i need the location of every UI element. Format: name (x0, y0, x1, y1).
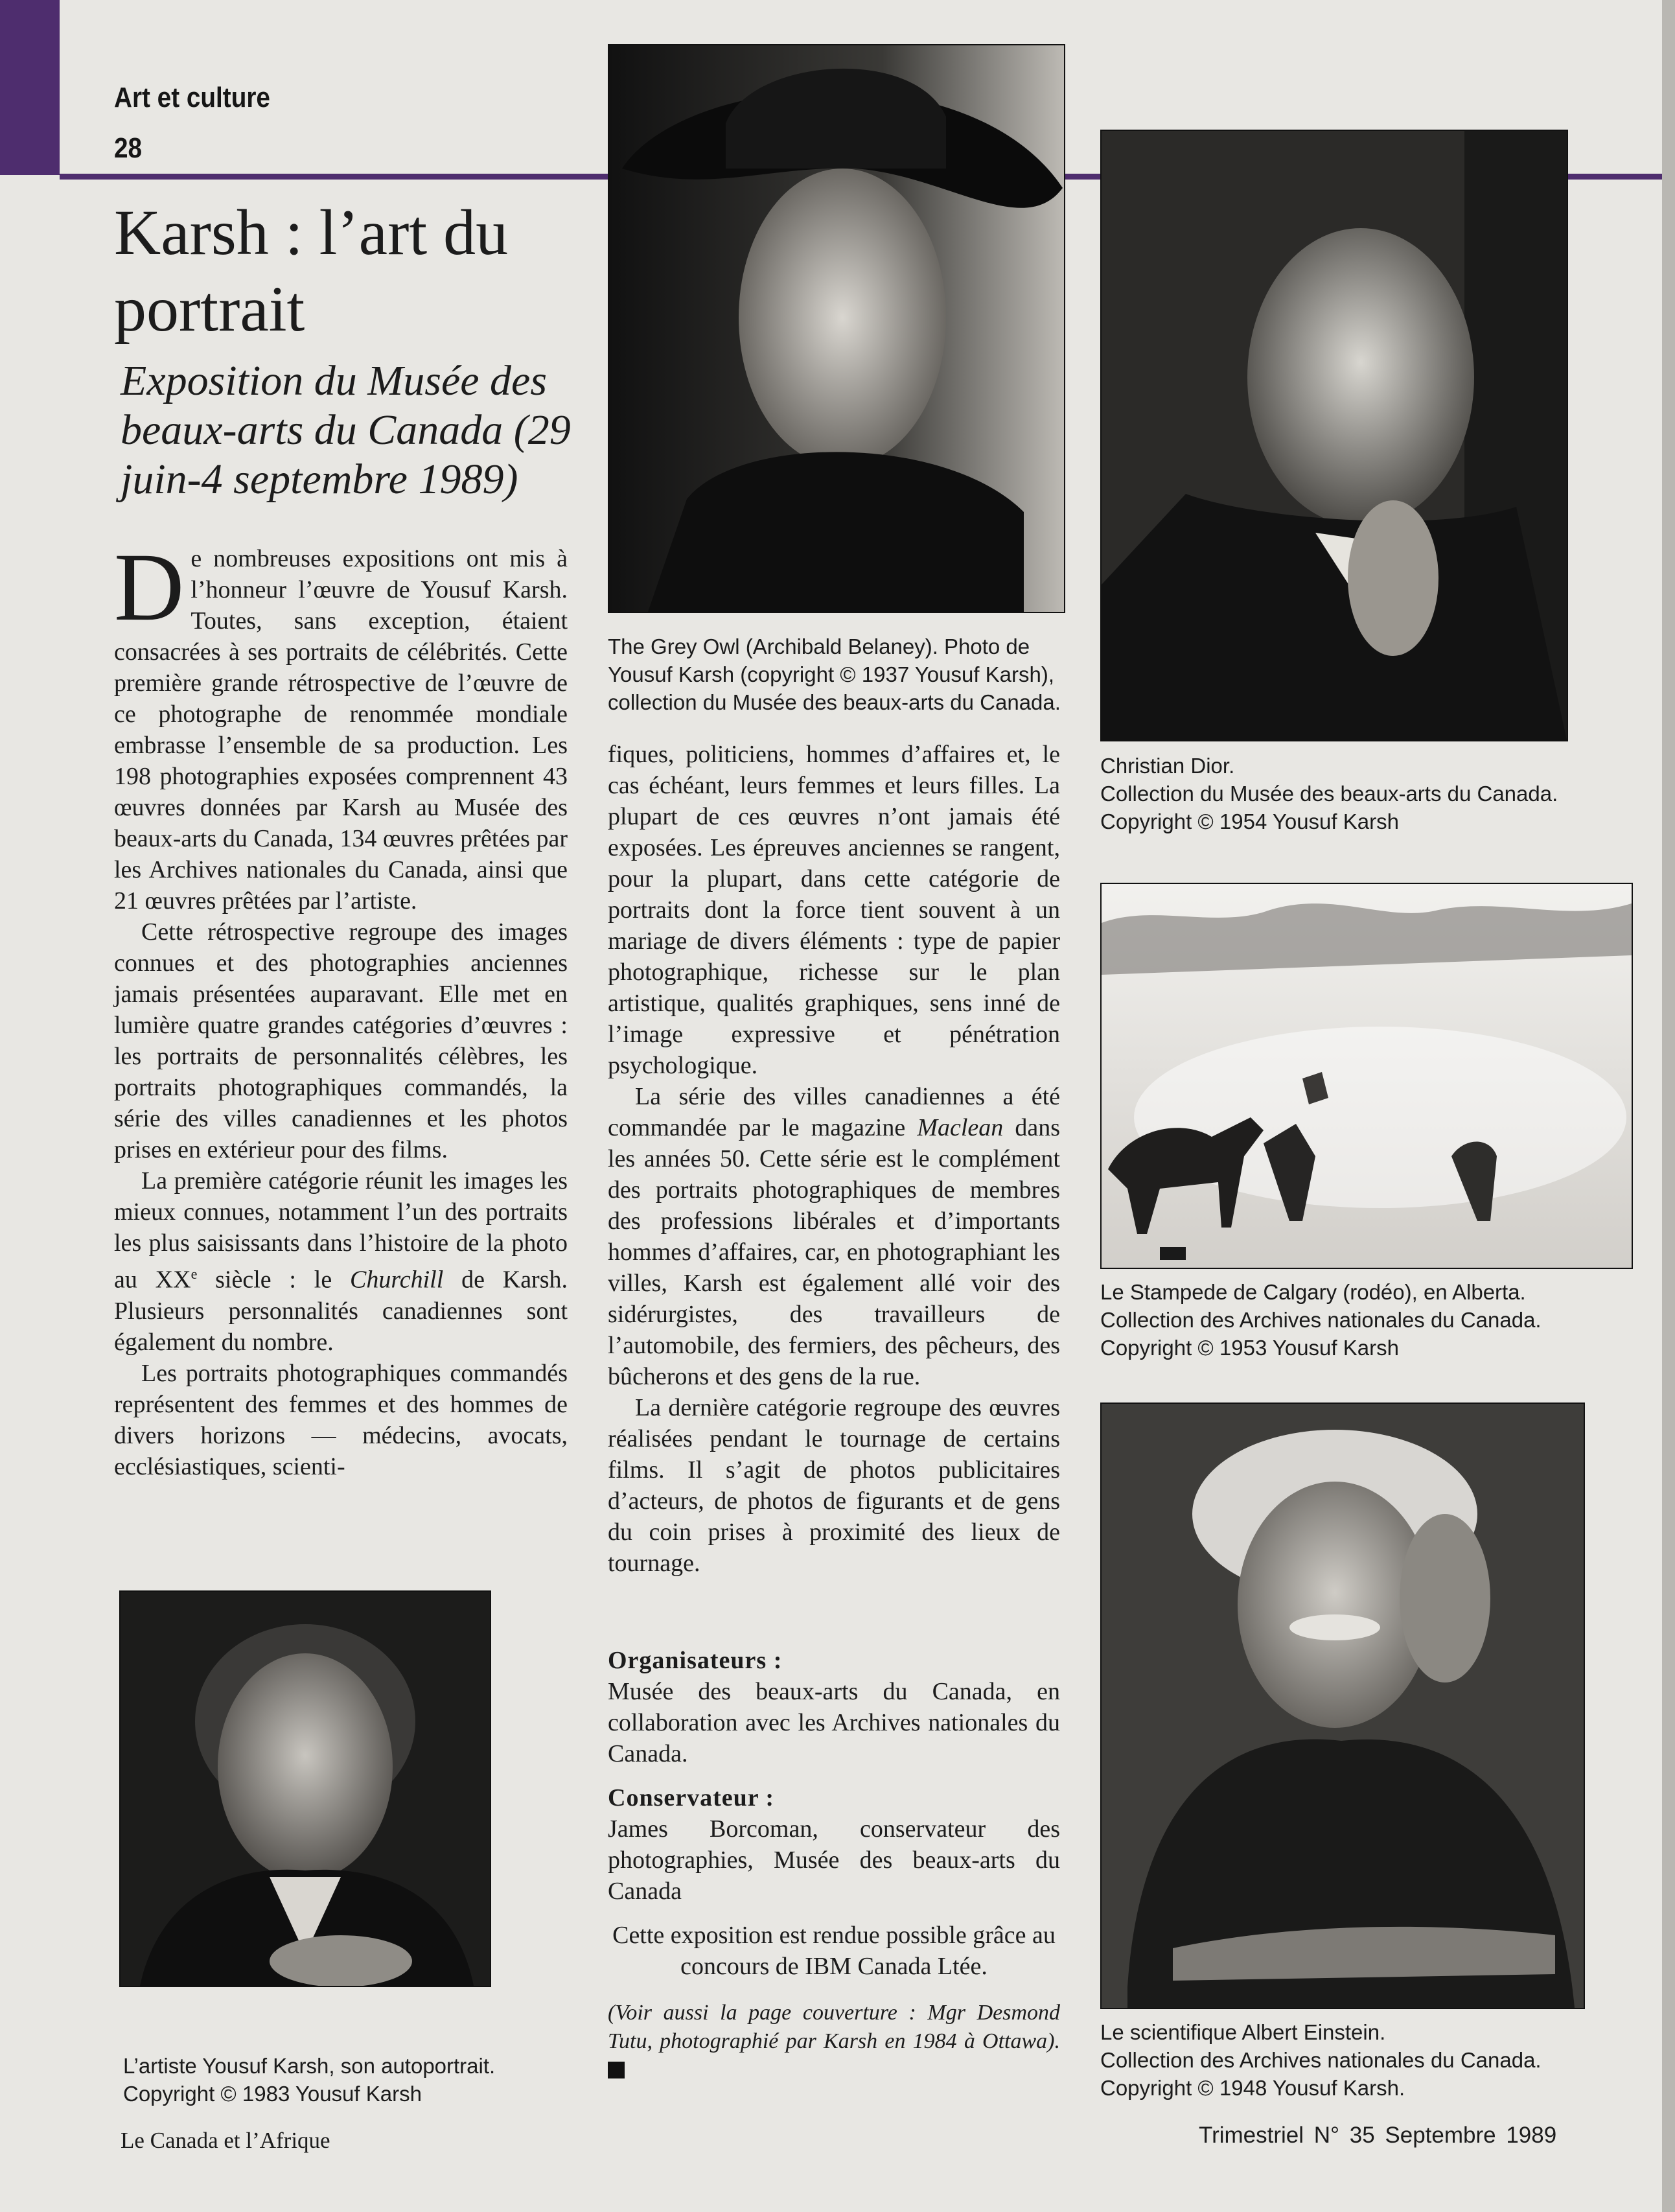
conservateur-text: James Borcoman, conservateur des photographies, Musée des beaux-arts du Canada (608, 1815, 1060, 1905)
section-name: Art et culture (114, 82, 270, 113)
credits-block (608, 1645, 1060, 2084)
footer-publication: Le Canada et l’Afrique (121, 2128, 330, 2153)
article-title: Karsh : l’art du portrait (114, 196, 509, 345)
drop-cap: D (114, 533, 185, 641)
paragraph: Les portraits photographiques commandés représentent des femmes et des hommes de divers horizons — médecins, avocats, ecclésiastiques, scienti- (114, 1359, 568, 1480)
christian-dior-photo (1100, 130, 1568, 741)
christian-dior-caption: Christian Dior. Collection du Musée des beaux-arts du Canada. Copyright © 1954 Yousuf Karsh (1100, 754, 1558, 833)
page-edge (1662, 0, 1675, 2212)
section-header (114, 73, 292, 174)
paragraph: La série des villes canadiennes a été commandée par le magazine Maclean dans les années 50. Cette série est le complément des portraits photographiques de membres des professions libérales et d’importants hommes d’affaires, car, en photographiant les villes, Karsh est également allé voir des sidérurgistes, des travailleurs de l’automobile, des fermiers, des pêcheurs, des bûcherons et des gens de la rue. (608, 1083, 1061, 1390)
header-rule-left (60, 174, 608, 180)
paragraph: fiques, politiciens, hommes d’affaires et, le cas échéant, leurs femmes et leurs filles. La plupart de ces œuvres n’ont jamais été exposées. Les épreuves anciennes se rangent, pour la plupart, dans cette catégorie de portraits dont la force tient souvent à un mariage de divers éléments : type de papier photographique, richesse sur le plan artistique, qualités graphiques, sens inné de l’image expressive et pénétration psychologique. (608, 741, 1060, 1079)
grey-owl-caption: The Grey Owl (Archibald Belaney). Photo de Yousuf Karsh (copyright © 1937 Yousuf Karsh), collection du Musée des beaux-arts du Canada. (608, 634, 1061, 714)
calgary-stampede-caption: Le Stampede de Calgary (rodéo), en Alberta. Collection des Archives nationales du Canada. Copyright © 1953 Yousuf Karsh (1100, 1280, 1542, 1360)
conservateur-label: Conservateur : (608, 1784, 775, 1811)
sponsor-text: Cette exposition est rendue possible grâce au concours de IBM Canada Ltée. (612, 1922, 1056, 1980)
karsh-self-portrait-caption: L’artiste Yousuf Karsh, son autoportrait. Copyright © 1983 Yousuf Karsh (123, 2054, 496, 2106)
article-subtitle: Exposition du Musée des beaux-arts du Canada (29 juin-4 septembre 1989) (121, 357, 571, 503)
organisateurs-label: Organisateurs : (608, 1647, 783, 1674)
albert-einstein-photo (1100, 1403, 1585, 2009)
column-2 (608, 739, 1060, 1579)
paragraph: La première catégorie réunit les images les mieux connues, notamment l’un des portraits les plus saisissants dans l’histoire de la photo au XXe siècle : le Churchill de Karsh. Plusieurs personnalités canadiennes sont également du nombre. (114, 1167, 568, 1356)
end-mark (608, 2062, 625, 2078)
calgary-stampede-photo (1100, 883, 1633, 1269)
header-rule-right (1565, 174, 1662, 180)
section-color-band (0, 0, 60, 175)
karsh-self-portrait-photo (119, 1590, 491, 1987)
intro-paragraph: De nombreuses expositions ont mis à l’honneur l’œuvre de Yousuf Karsh. Toutes, sans exception, étaient consacrées à ses portraits de célébrités. Cette première grande rétrospective de l’œuvre de ce photographe de renommée mondiale embrasse l’ensemble de sa production. Les 198 photographies exposées comprennent 43 œuvres données par Karsh au Musée des beaux-arts du Canada, 134 œuvres prêtées par les Archives nationales du Canada, ainsi que 21 œuvres prêtées par l’artiste. (114, 533, 568, 914)
paragraph: Cette rétrospective regroupe des images connues et des photographies anciennes jamais présentées auparavant. Elle met en lumière quatre grandes catégories d’œuvres : les portraits de personnalités célèbres, les portraits photographiques commandés, la série des villes canadiennes et les photos prises en extérieur pour des films. (114, 918, 568, 1163)
page-number: 28 (114, 132, 143, 164)
organisateurs-text: Musée des beaux-arts du Canada, en collaboration avec les Archives nationales du Canada. (608, 1678, 1060, 1767)
column-1 (114, 533, 568, 1482)
grey-owl-photo (608, 44, 1065, 613)
footer-issue: Trimestriel N° 35 Septembre 1989 (1199, 2123, 1557, 2148)
cover-note: (Voir aussi la page couverture : Mgr Desmond Tutu, photographié par Karsh en 1984 à Ottawa). (608, 1999, 1060, 2084)
header-rule-middle (1063, 174, 1100, 180)
albert-einstein-caption: Le scientifique Albert Einstein. Collection des Archives nationales du Canada. Copyright © 1948 Yousuf Karsh. (1100, 2020, 1542, 2100)
paragraph: La dernière catégorie regroupe des œuvres réalisées pendant le tournage de certains films. Il s’agit de photos publicitaires d’acteurs, de photos de figurants et de gens du coin prises à proximité des lieux de tournage. (608, 1394, 1060, 1577)
